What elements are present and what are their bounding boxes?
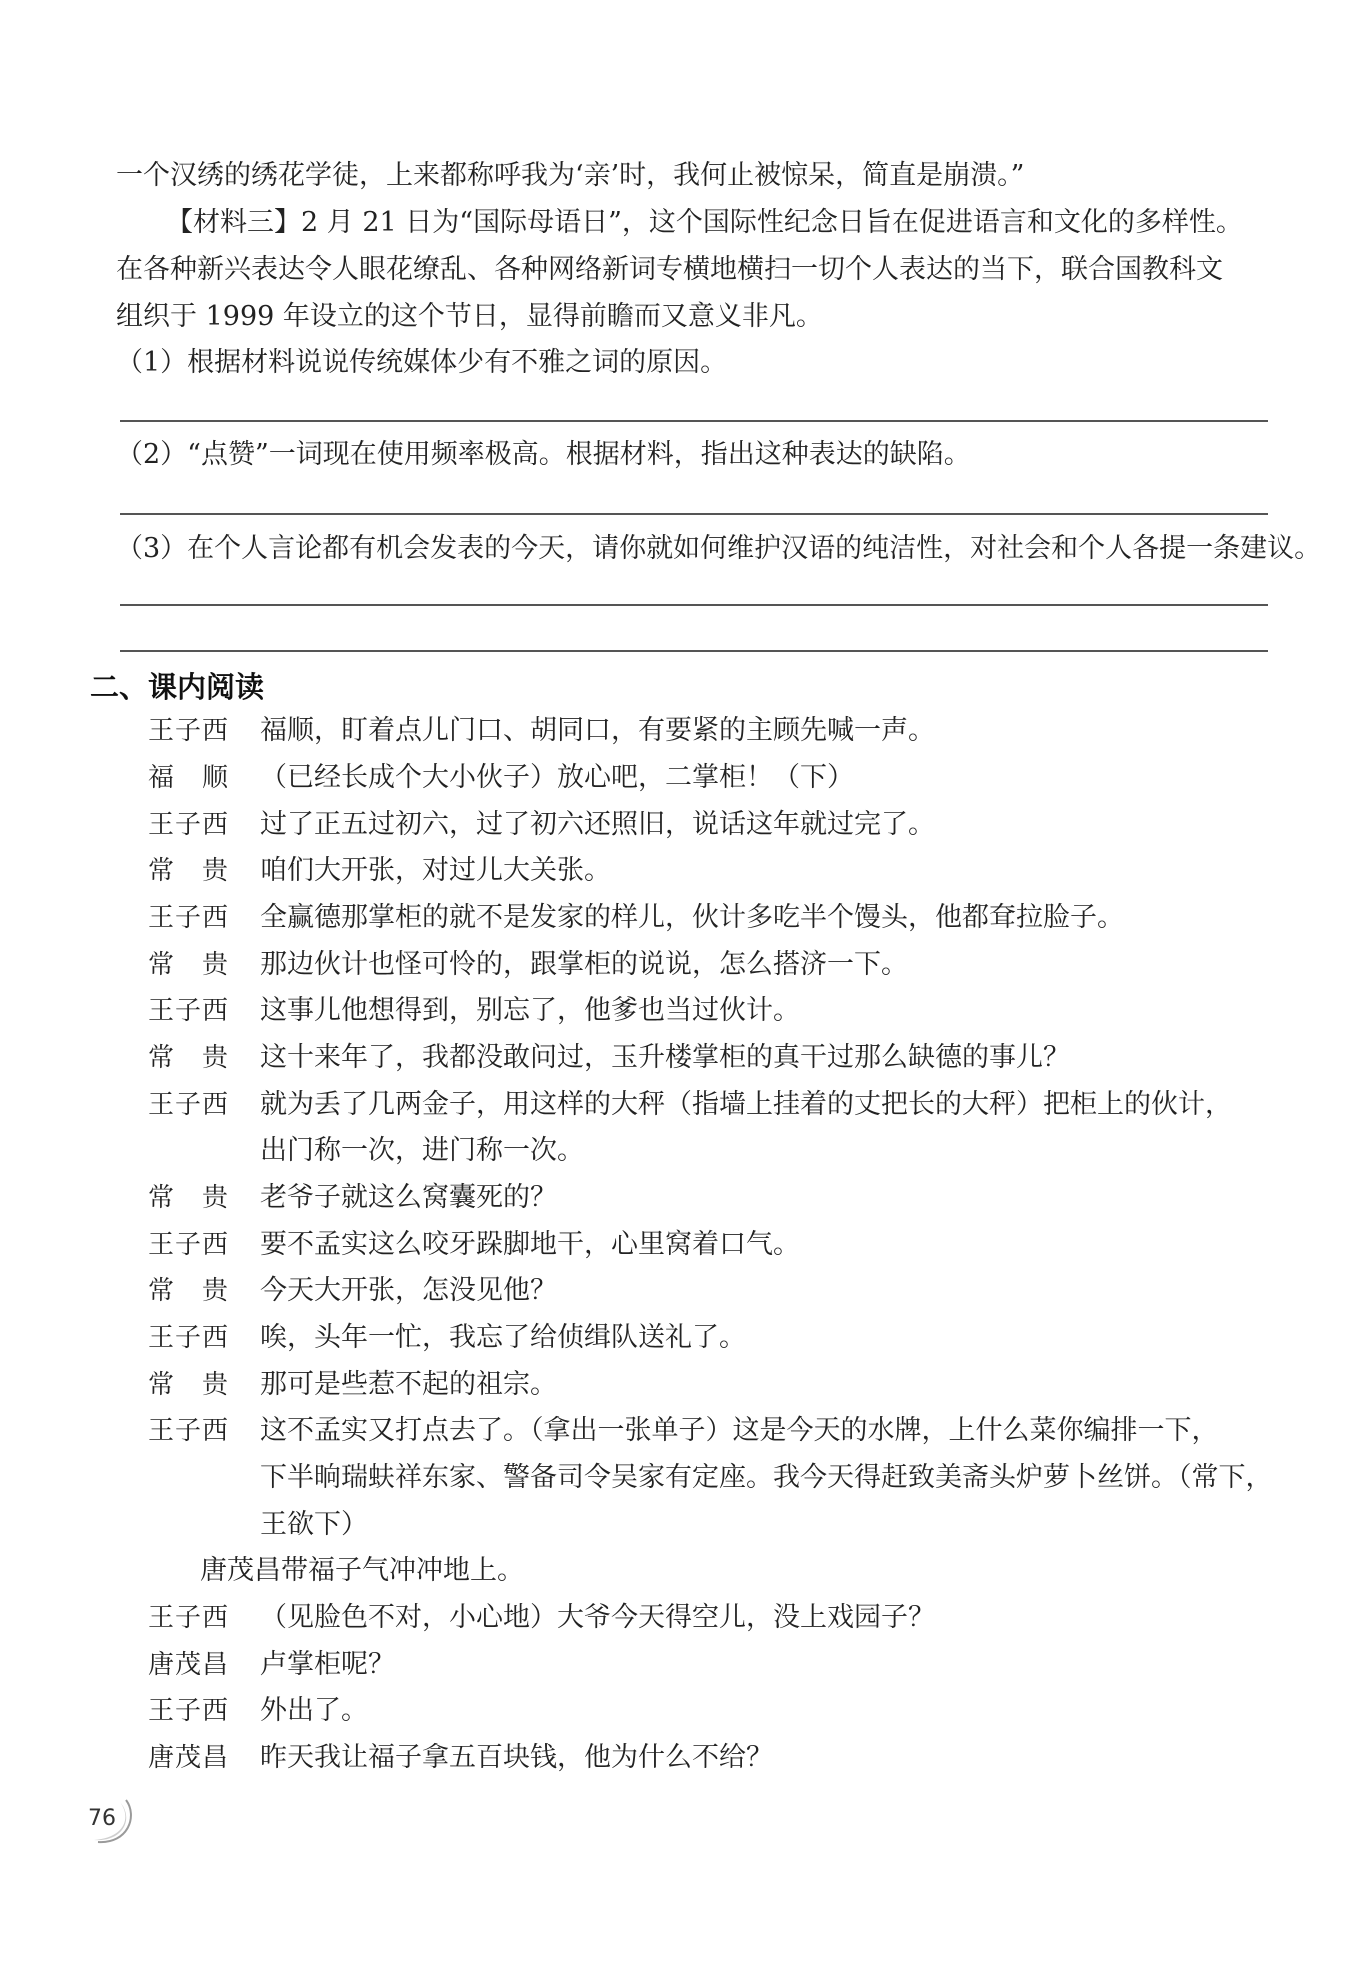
dialogue-text: 就为丢了几两金子，用这样的大秤（指墙上挂着的丈把长的大秤）把柜上的伙计， xyxy=(260,1089,1232,1120)
speaker-name: 常 贵 xyxy=(148,1276,230,1306)
dialogue-text: （已经长成个大小伙子）放心吧，二掌柜！（下） xyxy=(260,762,854,793)
question-1: （1）根据材料说说传统媒体少有不雅之词的原因。 xyxy=(116,347,728,378)
dialogue-line xyxy=(148,848,611,894)
page-number xyxy=(84,1796,132,1844)
dialogue-text: 外出了。 xyxy=(260,1695,368,1726)
dialogue-text: 过了正五过初六，过了初六还照旧，说话这年就过完了。 xyxy=(260,809,935,840)
speaker-name: 王子西 xyxy=(148,1230,230,1260)
speaker-name: 常 贵 xyxy=(148,1370,230,1400)
dialogue-text: 昨天我让福子拿五百块钱，他为什么不给？ xyxy=(260,1742,773,1773)
speaker-name: 王子西 xyxy=(148,810,230,840)
speaker-name: 王子西 xyxy=(148,716,230,746)
dialogue-line xyxy=(148,1035,1070,1081)
dialogue-text: 那边伙计也怪可怜的，跟掌柜的说说，怎么搭济一下。 xyxy=(260,949,908,980)
answer-line[interactable] xyxy=(120,650,1268,652)
dialogue-continuation: 出门称一次，进门称一次。 xyxy=(260,1135,584,1166)
answer-line[interactable] xyxy=(120,513,1268,515)
stage-direction: 唐茂昌带福子气冲冲地上。 xyxy=(200,1555,524,1586)
dialogue-text: 那可是些惹不起的祖宗。 xyxy=(260,1369,557,1400)
dialogue-line xyxy=(148,708,935,754)
dialogue-line xyxy=(148,1082,1232,1128)
dialogue-line xyxy=(148,988,800,1034)
dialogue-text: 这事儿他想得到，别忘了，他爹也当过伙计。 xyxy=(260,995,800,1026)
speaker-name: 唐茂昌 xyxy=(148,1650,230,1680)
dialogue-line xyxy=(148,1268,557,1314)
dialogue-text: 要不孟实这么咬牙跺脚地干，心里窝着口气。 xyxy=(260,1229,800,1260)
dialogue-line xyxy=(148,755,854,801)
material-three-line: 【材料三】2 月 21 日为“国际母语日”，这个国际性纪念日旨在促进语言和文化的多样性。 xyxy=(166,207,1243,238)
material-line: 一个汉绣的绣花学徒，上来都称呼我为‘亲’时，我何止被惊呆，简直是崩溃。” xyxy=(116,160,1025,191)
dialogue-text: 唉，头年一忙，我忘了给侦缉队送礼了。 xyxy=(260,1322,746,1353)
dialogue-text: 咱们大开张，对过儿大关张。 xyxy=(260,855,611,886)
speaker-name: 王子西 xyxy=(148,996,230,1026)
dialogue-text: 全赢德那掌柜的就不是发家的样儿，伙计多吃半个馒头，他都耷拉脸子。 xyxy=(260,902,1124,933)
answer-line[interactable] xyxy=(120,420,1268,422)
dialogue-line xyxy=(148,1222,800,1268)
dialogue-text: 这十来年了，我都没敢问过，玉升楼掌柜的真干过那么缺德的事儿？ xyxy=(260,1042,1070,1073)
question-2: （2）“点赞”一词现在使用频率极高。根据材料，指出这种表达的缺陷。 xyxy=(116,439,971,470)
speaker-name: 王子西 xyxy=(148,903,230,933)
speaker-name: 王子西 xyxy=(148,1416,230,1446)
question-3: （3）在个人言论都有机会发表的今天，请你就如何维护汉语的纯洁性，对社会和个人各提一条建议。 xyxy=(116,533,1322,564)
dialogue-line xyxy=(148,1362,557,1408)
speaker-name: 常 贵 xyxy=(148,856,230,886)
speaker-name: 王子西 xyxy=(148,1603,230,1633)
dialogue-line xyxy=(148,1595,935,1641)
section-title: 二、课内阅读 xyxy=(90,670,265,704)
dialogue-line xyxy=(148,1642,395,1688)
dialogue-line xyxy=(148,942,908,988)
dialogue-text: 今天大开张，怎没见他？ xyxy=(260,1275,557,1306)
material-three-line: 在各种新兴表达令人眼花缭乱、各种网络新词专横地横扫一切个人表达的当下，联合国教科文 xyxy=(116,254,1223,285)
dialogue-line xyxy=(148,1735,773,1781)
speaker-name: 常 贵 xyxy=(148,950,230,980)
dialogue-line xyxy=(148,802,935,848)
dialogue-line xyxy=(148,1175,557,1221)
speaker-name: 王子西 xyxy=(148,1323,230,1353)
speaker-name: 唐茂昌 xyxy=(148,1743,230,1773)
dialogue-text: 福顺，盯着点儿门口、胡同口，有要紧的主顾先喊一声。 xyxy=(260,715,935,746)
dialogue-continuation: 下半晌瑞蚨祥东家、警备司令吴家有定座。我今天得赶致美斋头炉萝卜丝饼。（常下， xyxy=(260,1462,1273,1493)
dialogue-line xyxy=(148,1688,368,1734)
dialogue-line xyxy=(148,1408,1219,1454)
dialogue-continuation: 王欲下） xyxy=(260,1509,368,1540)
dialogue-line xyxy=(148,895,1124,941)
material-three-line: 组织于 1999 年设立的这个节日，显得前瞻而又意义非凡。 xyxy=(116,301,823,332)
speaker-name: 王子西 xyxy=(148,1090,230,1120)
page-number-text: 76 xyxy=(88,1806,116,1831)
dialogue-text: （见脸色不对，小心地）大爷今天得空儿，没上戏园子？ xyxy=(260,1602,935,1633)
speaker-name: 常 贵 xyxy=(148,1043,230,1073)
speaker-name: 福 顺 xyxy=(148,763,230,793)
speaker-name: 常 贵 xyxy=(148,1183,230,1213)
dialogue-text: 老爷子就这么窝囊死的？ xyxy=(260,1182,557,1213)
dialogue-text: 卢掌柜呢？ xyxy=(260,1649,395,1680)
dialogue-line xyxy=(148,1315,746,1361)
speaker-name: 王子西 xyxy=(148,1696,230,1726)
answer-line[interactable] xyxy=(120,604,1268,606)
dialogue-text: 这不孟实又打点去了。（拿出一张单子）这是今天的水牌，上什么菜你编排一下， xyxy=(260,1415,1219,1446)
